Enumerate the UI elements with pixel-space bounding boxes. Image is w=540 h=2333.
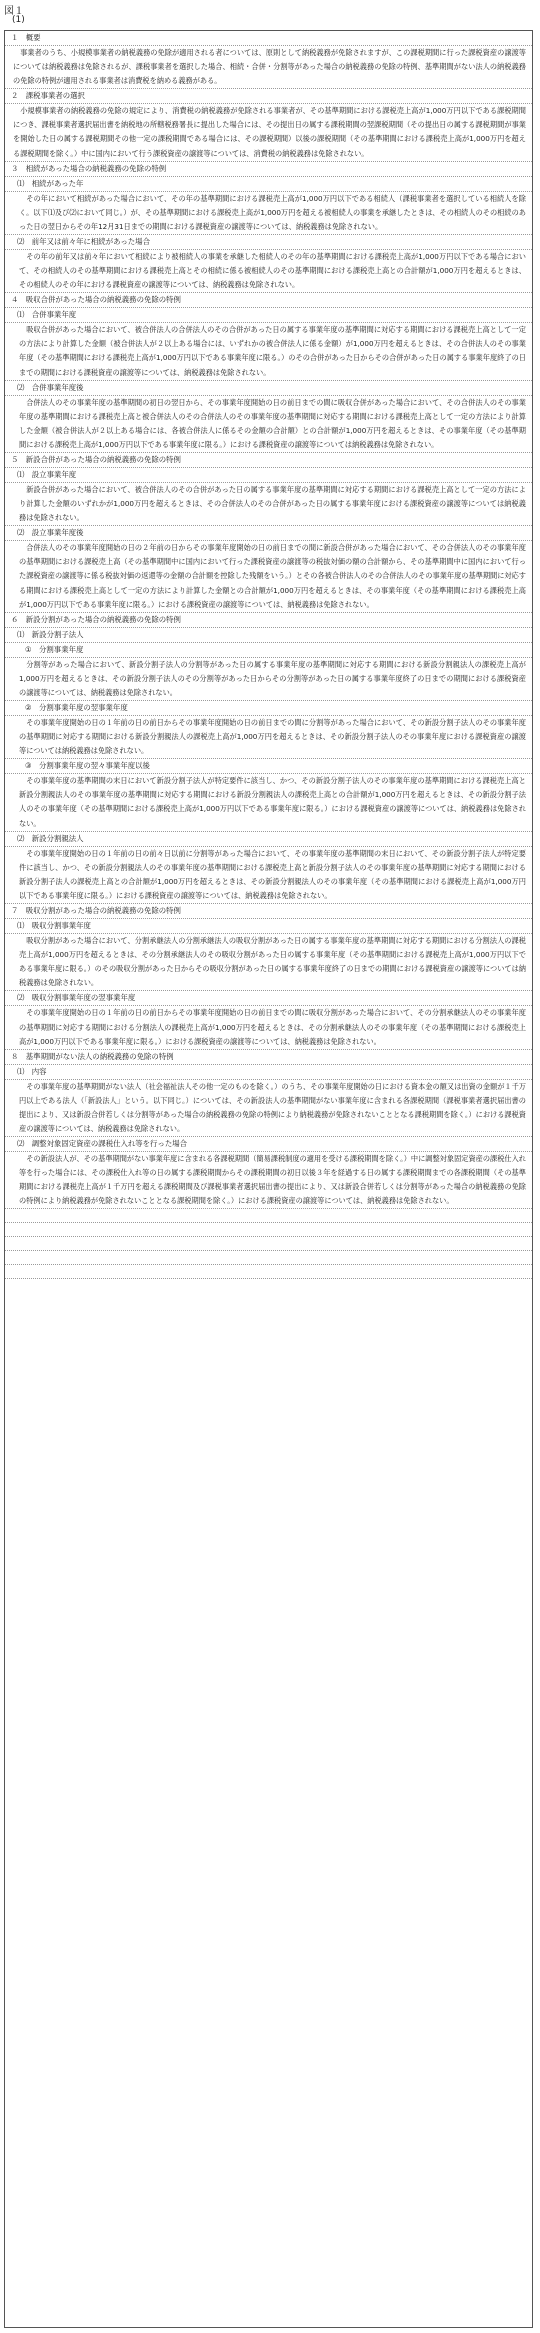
figure-number: (1) — [12, 15, 25, 25]
paragraph: その年において相続があった場合において、その年の基準期間における課税売上高が1,000万円以下である相続人（課税事業者を選択している相続人を除く。以下⑴及び⑵において同じ。）が、その基準期間における課税売上高が1,000万円を超える被相続人の事業を承継したときは、その相続人のその相続のあった日の翌日からその年12月31日までの期間における課税資産の譲渡等については、納税義務は免除されない。 — [5, 192, 532, 235]
section-heading: ７ 吸収分割があった場合の納税義務の免除の特例 — [5, 904, 532, 919]
subsection-heading: ⑴ 吸収分割事業年度 — [5, 919, 532, 934]
figure-title: 図１ — [4, 6, 24, 17]
section-heading: ６ 新設分割があった場合の納税義務の免除の特例 — [5, 613, 532, 628]
document-body — [5, 31, 532, 1279]
paragraph: 吸収合併があった場合において、被合併法人の合併法人のその合併があった日の属する事業年度の基準期間に対応する期間における課税売上高として一定の方法により計算した金額（被合併法人が２以上ある場合には、いずれかの被合併法人に係る金額）が1,000万円を超えるときは、その合併法人のその事業年度（その基準期間における課税売上高が1,000万円以下である事業年度に限る。）のその合併があった日からその合併があった日の属する事業年度終了の日までの期間における課税資産の譲渡等については、納税義務は免除されない。 — [5, 323, 532, 380]
paragraph: 小規模事業者の納税義務の免除の規定により、消費税の納税義務が免除される事業者が、その基準期間における課税売上高が1,000万円以下である課税期間につき、課税事業者選択届出書を納税地の所轄税務署長に提出した場合には、その提出日の属する課税期間の翌課税期間（その提出日の属する課税期間が事業を開始した日の属する課税期間その他一定の課税期間である場合には、その課税期間）以後の課税期間（その基準期間における課税売上高が1,000万円を超える課税期間を除く。）中に国内において行う課税資産の譲渡等については、消費税の納税義務は免除されない。 — [5, 104, 532, 161]
blank-ruled-line — [5, 1265, 532, 1279]
paragraph: その事業年度の基準期間がない法人（社会福祉法人その他一定のものを除く。）のうち、その事業年度開始の日における資本金の額又は出資の金額が１千万円以上である法人（「新設法人」という。以下同じ。）については、その新設法人の基準期間がない事業年度に含まれる各課税期間（課税事業者選択届出書の提出により、又は新設合併若しくは分割等があった場合の納税義務の免除の特例により納税義務が免除されないこととなる課税期間を除く。）における課税資産の譲渡等については、納税義務は免除されない。 — [5, 1080, 532, 1137]
subsection-heading: ⑴ 相続があった年 — [5, 177, 532, 192]
subsection-heading: ⑵ 前年又は前々年に相続があった場合 — [5, 235, 532, 250]
subsection-heading: ⑵ 調整対象固定資産の課税仕入れ等を行った場合 — [5, 1137, 532, 1152]
subsection-heading: ⑴ 合併事業年度 — [5, 308, 532, 323]
section-heading: １ 概要 — [5, 31, 532, 46]
paragraph: その新設法人が、その基準期間がない事業年度に含まれる各課税期間（簡易課税制度の適用を受ける課税期間を除く。）中に調整対象固定資産の課税仕入れ等を行った場合には、その課税仕入れ等の日の属する課税期間からその課税期間の初日以後３年を経過する日の属する課税期間までの各課税期間（その基準期間における課税売上高が１千万円を超える課税期間及び課税事業者選択届出書の提出により、又は新設合併若しくは分割等があった場合の納税義務の免除の特例により納税義務が免除されないこととなる課税期間を除く。）における課税資産の譲渡等については、納税義務は免除されない。 — [5, 1152, 532, 1209]
paragraph: その年の前年又は前々年において相続により被相続人の事業を承継した相続人のその年の基準期間における課税売上高が1,000万円以下である場合において、その相続人のその基準期間における課税売上高とその相続に係る被相続人のその基準期間における課税売上高との合計額が1,000万円を超えるときは、その相続人のその年における課税資産の譲渡等については、納税義務は免除されない。 — [5, 250, 532, 293]
section-heading: ５ 新設合併があった場合の納税義務の免除の特例 — [5, 453, 532, 468]
subsection-heading: ③ 分割事業年度の翌々事業年度以後 — [5, 759, 532, 774]
section-heading: ４ 吸収合併があった場合の納税義務の免除の特例 — [5, 293, 532, 308]
paragraph: 分割等があった場合において、新設分割子法人の分割等があった日の属する事業年度の基準期間に対応する期間における新設分割親法人の課税売上高が1,000万円を超えるときは、その新設分割子法人のその分割等があった日からその分割等があった日の属する事業年度終了の日までの期間における課税資産の譲渡等については、納税義務は免除されない。 — [5, 658, 532, 701]
subsection-heading: ⑴ 新設分割子法人 — [5, 628, 532, 643]
blank-ruled-line — [5, 1251, 532, 1265]
paragraph: 事業者のうち、小規模事業者の納税義務の免除が適用される者については、原則として納税義務が免除されますが、この課税期間に行った課税資産の譲渡等については納税義務は免除されるが、課税事業者を選択した場合、相続・合併・分割等があった場合の納税義務の免除の特例、基準期間がない法人の納税義務の免除の特例が適用される事業者は消費税を納める義務がある。 — [5, 46, 532, 89]
document-frame — [4, 30, 533, 2328]
paragraph: 合併法人のその事業年度開始の日の２年前の日からその事業年度開始の日の前日までの間に新設合併があった場合において、その合併法人のその事業年度の基準期間における課税売上高（その基準期間中に国内において行った課税資産の譲渡等の税抜対価の額の合計額から、その基準期間中に国内において行った課税資産の譲渡等に係る税抜対価の返還等の金額の合計額を控除した残額をいう。）とその各被合併法人のその合併法人のその事業年度の基準期間に対応する期間における課税売上高として一定の方法により計算した金額との合計額が1,000万円を超えるときは、その事業年度（その基準期間における課税売上高が1,000万円以下である事業年度に限る。）における課税資産の譲渡等については、納税義務は免除されない。 — [5, 541, 532, 612]
paragraph: その事業年度の基準期間の末日において新設分割子法人が特定要件に該当し、かつ、その新設分割子法人のその事業年度の基準期間における課税売上高と新設分割親法人のその事業年度の基準期間に対応する期間における新設分割親法人の課税売上高との合計額が1,000万円を超えるときは、その新設分割子法人のその事業年度（その基準期間における課税売上高が1,000万円以下である事業年度に限る。）における課税資産の譲渡等については、納税義務は免除されない。 — [5, 774, 532, 831]
subsection-heading: ⑵ 吸収分割事業年度の翌事業年度 — [5, 991, 532, 1006]
subsection-heading: ⑵ 設立事業年度後 — [5, 526, 532, 541]
blank-ruled-line — [5, 1209, 532, 1223]
subsection-heading: ① 分割事業年度 — [5, 643, 532, 658]
paragraph: その事業年度開始の日の１年前の日の前日からその事業年度開始の日の前日までの間に吸収分割があった場合において、その分割承継法人のその事業年度の基準期間に対応する期間における分割法人の課税売上高が1,000万円を超えるときは、その分割承継法人のその事業年度（その基準期間における課税売上高が1,000万円以下である事業年度に限る。）における課税資産の譲渡等については、納税義務は免除されない。 — [5, 1006, 532, 1049]
subsection-heading: ⑵ 合併事業年度後 — [5, 381, 532, 396]
subsection-heading: ⑴ 設立事業年度 — [5, 468, 532, 483]
paragraph: その事業年度開始の日の１年前の日の前日からその事業年度開始の日の前日までの間に分割等があった場合において、その新設分割子法人のその事業年度の基準期間に対応する期間における新設分割親法人の課税売上高が1,000万円を超えるときは、その新設分割子法人のその事業年度における課税資産の譲渡等については納税義務は免除されない。 — [5, 716, 532, 759]
subsection-heading: ⑵ 新設分割親法人 — [5, 832, 532, 847]
section-heading: ８ 基準期間がない法人の納税義務の免除の特例 — [5, 1050, 532, 1065]
subsection-heading: ② 分割事業年度の翌事業年度 — [5, 701, 532, 716]
blank-ruled-line — [5, 1237, 532, 1251]
section-heading: ３ 相続があった場合の納税義務の免除の特例 — [5, 162, 532, 177]
paragraph: 合併法人のその事業年度の基準期間の初日の翌日から、その事業年度開始の日の前日までの間に吸収合併があった場合において、その合併法人のその事業年度の基準期間における課税売上高と被合併法人のその合併法人のその事業年度の基準期間に対応する期間における課税売上高として一定の方法により計算した金額（被合併法人が２以上ある場合には、各被合併法人に係るその金額の合計額）との合計額が1,000万円を超えるときは、その事業年度（その基準期間における課税売上高が1,000万円以下である事業年度に限る。）における課税資産の譲渡等については納税義務は免除されない。 — [5, 396, 532, 453]
paragraph: 吸収分割があった場合において、分割承継法人の分割承継法人の吸収分割があった日の属する事業年度の基準期間に対応する期間における分割法人の課税売上高が1,000万円を超えるときは、その分割承継法人のその吸収分割があった日の属する事業年度（その基準期間における課税売上高が1,000万円以下である事業年度に限る。）のその吸収分割があった日からその吸収分割があった日の属する事業年度終了の日までの期間における課税資産の譲渡等については納税義務は免除されない。 — [5, 934, 532, 991]
section-heading: ２ 課税事業者の選択 — [5, 89, 532, 104]
paragraph: その事業年度開始の日の１年前の日の前々日以前に分割等があった場合において、その事業年度の基準期間の末日において、その新設分割子法人が特定要件に該当し、かつ、その新設分割親法人のその事業年度の基準期間における課税売上高と新設分割子法人のその事業年度の基準期間に対応する期間における新設分割子法人の課税売上高との合計額が1,000万円を超えるときは、その新設分割親法人のその事業年度（その基準期間における課税売上高が1,000万円以下である事業年度に限る。）における課税資産の譲渡等については、納税義務は免除されない。 — [5, 847, 532, 904]
paragraph: 新設合併があった場合において、被合併法人のその合併があった日の属する事業年度の基準期間に対応する期間における課税売上高として一定の方法により計算した金額のいずれかが1,000万円を超えるときは、その合併法人のその合併があった日の属する事業年度における課税資産の譲渡等については納税義務は免除されない。 — [5, 483, 532, 526]
blank-ruled-line — [5, 1223, 532, 1237]
subsection-heading: ⑴ 内容 — [5, 1065, 532, 1080]
